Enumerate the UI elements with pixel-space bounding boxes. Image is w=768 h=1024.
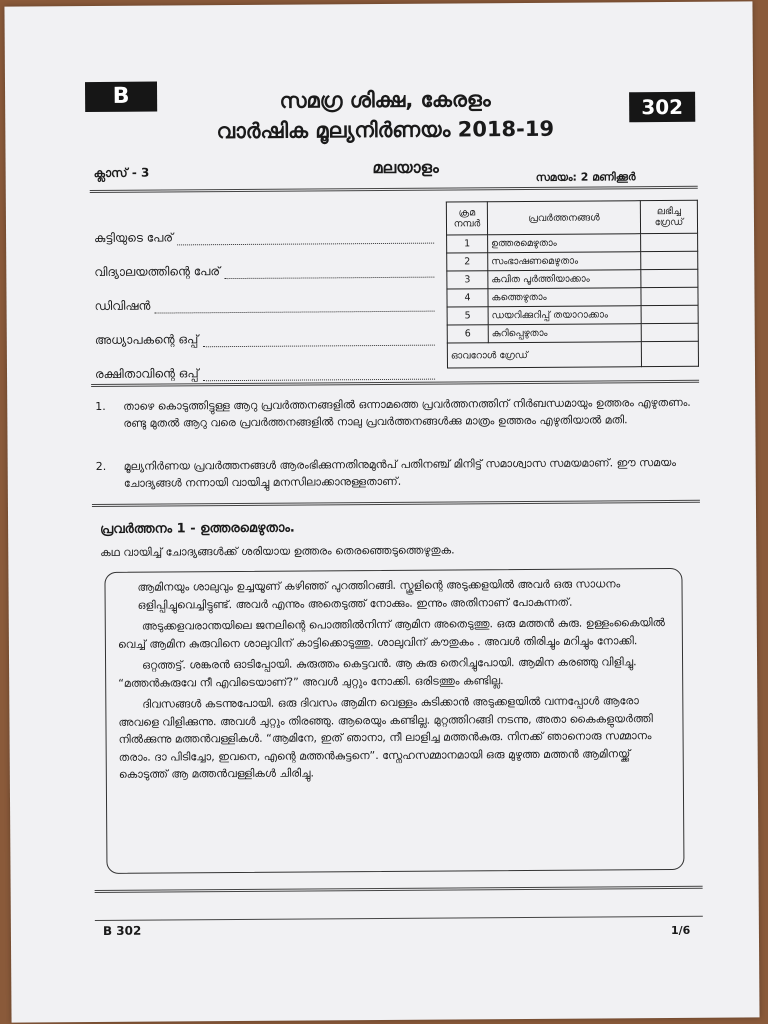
overall-grade-cell[interactable]	[641, 341, 698, 366]
grade-cell[interactable]	[641, 323, 698, 341]
field-school-name[interactable]: വിദ്യാലയത്തിന്റെ പേര്	[94, 244, 434, 280]
student-info-fields	[94, 210, 435, 382]
table-row: 6 കുറിപ്പെഴുതാം	[447, 323, 698, 343]
grade-cell[interactable]	[641, 287, 698, 305]
table-header-number: ക്രമ നമ്പർ	[446, 202, 487, 235]
grade-cell[interactable]	[641, 251, 698, 269]
grade-cell[interactable]	[641, 269, 698, 287]
story-paragraph: ദിവസങ്ങൾ കടന്നുപോയി. ഒരു ദിവസം ആമിന വെള്ളം കുടിക്കാൻ അടുക്കളയിൽ വന്നപ്പോൾ ആരോ അവളെ വിളിക്കുന്നു. അവൾ ചുറ്റും തിരഞ്ഞു. ആരെയും കണ്ടില്ല. മുറ്റത്തിറങ്ങി നടന്നു, അതാ കൈകളുയർത്തി നിൽക്കുന്നു മത്തൻവള്ളികൾ. “ആമിനേ, ഇത് ഞാനാ, നീ ലാളിച്ച മത്തൻകുരു. നിനക്ക് ഞാനൊരു സമ്മാനം തരാം. ദാ പിടിച്ചോ, ഇവനെ, എന്റെ മത്തൻകുട്ടനെ”. സ്നേഹസമ്മാനമായി ഒരു മുഴുത്ത മത്തൻ ആമിനയ്ക്ക് കൊടുത്ത് ആ മത്തൻവള്ളികൾ ചിരിച്ചു.	[118, 694, 653, 781]
task-grade-table	[446, 200, 699, 369]
table-row: 1 ഉത്തരമെഴുതാം	[447, 233, 698, 253]
footer-code: B 302	[102, 923, 142, 938]
field-division[interactable]: ഡിവിഷൻ	[94, 278, 434, 314]
footer-divider	[95, 916, 703, 921]
series-code-badge: B	[85, 82, 157, 113]
exam-title: വാർഷിക മൂല്യനിർണയം 2018-19	[216, 116, 555, 144]
table-row: 2 സംഭാഷണമെഴുതാം	[447, 251, 698, 271]
overall-grade-row: ഓവറോൾ ഗ്രേഡ്	[447, 341, 698, 368]
instruction-2: 2. മൂല്യനിർണയ പ്രവർത്തനങ്ങൾ ആരംഭിക്കുന്നതിനുമുൻപ് പതിനഞ്ച് മിനിട്ട് സമാശ്വാസ സമയമാണ്. ഈ സമയം ചോദ്യങ്ങൾ നന്നായി വായിച്ചു മനസിലാക്കാനുള്ളതാണ്.	[95, 455, 676, 490]
header-divider	[90, 186, 698, 193]
section-prompt: കഥ വായിച്ച് ചോദ്യങ്ങൾക്ക് ശരിയായ ഉത്തരം തെരഞ്ഞെടുത്തെഴുതുക.	[100, 543, 455, 559]
section-title: പ്രവർത്തനം 1 - ഉത്തരമെഴുതാം.	[100, 520, 295, 537]
grade-cell[interactable]	[641, 305, 698, 323]
page-number: 1/6	[670, 923, 691, 937]
field-parent-signature[interactable]: രക്ഷിതാവിന്റെ ഒപ്പ്	[95, 346, 435, 382]
story-divider	[95, 886, 703, 893]
story-paragraph: ഒറ്റത്തട്ട്. ശങ്കരൻ ഓടിപ്പോയി. കുരുത്തം കെട്ടവൻ. ആ കുരു തെറിച്ചുപോയി. ആമിന കരഞ്ഞു വിളിച്ചു. “മത്തൻകുരുവേ നീ എവിടെയാണ്?” അവൾ ചുറ്റും നോക്കി. ഒരിടത്തും കണ്ടില്ല.	[118, 655, 637, 690]
field-student-name[interactable]: കുട്ടിയുടെ പേര്	[94, 210, 434, 246]
subject-title: മലയാളം	[372, 157, 439, 178]
table-row: 4 കത്തെഴുതാം	[447, 287, 698, 307]
table-header-grade: ലഭിച്ച ഗ്രേഡ്	[640, 200, 697, 233]
exam-paper	[4, 1, 759, 1022]
grade-cell[interactable]	[641, 233, 698, 251]
instructions-divider	[92, 500, 700, 507]
field-teacher-signature[interactable]: അധ്യാപകന്റെ ഒപ്പ്	[95, 312, 435, 348]
table-header-task: പ്രവർത്തനങ്ങൾ	[487, 201, 640, 235]
instruction-1: 1. താഴെ കൊടുത്തിട്ടുള്ള ആറു പ്രവർത്തനങ്ങളിൽ ഒന്നാമത്തെ പ്രവർത്തനത്തിന് നിർബന്ധമായും ഉത്തരം എഴുതണം. രണ്ടു മുതൽ ആറു വരെ പ്രവർത്തനങ്ങളിൽ നാലു പ്രവർത്തനങ്ങൾക്കു മാത്രം ഉത്തരം എഴുതിയാൽ മതി.	[95, 395, 691, 430]
time-label: സമയം: 2 മണിക്കൂർ	[535, 170, 636, 184]
paper-number-badge: 302	[629, 92, 695, 122]
table-row: 5 ഡയറിക്കുറിപ്പ് തയാറാക്കാം	[447, 305, 698, 325]
story-paragraph: അടുക്കളവരാന്തയിലെ ജനലിന്റെ പൊത്തിൽനിന്ന് ആമിന അതെടുത്തു. ഒരു മത്തൻ കുരു. ഉള്ളംകൈയിൽ വെച്ച് ആമിന കുരുവിനെ ശാലുവിന് കാട്ടിക്കൊടുത്തു. ശാലുവിന് കൗതുകം . അവൾ തിരിച്ചും മറിച്ചും നോക്കി.	[117, 616, 665, 651]
class-label: ക്ലാസ് - 3	[93, 165, 150, 181]
org-title: സമഗ്ര ശിക്ഷ, കേരളം	[279, 87, 491, 113]
table-row: 3 കവിത പൂർത്തിയാക്കാം	[447, 269, 698, 289]
story-paragraph: ആമിനയും ശാലുവും ഉച്ചയൂണ് കഴിഞ്ഞ് പുറത്തിറങ്ങി. സ്കൂളിന്റെ അടുക്കളയിൽ അവർ ഒരു സാധനം ഒളിപ്പിച്ചുവെച്ചിട്ടുണ്ട്. അവർ എന്നും അതെടുത്ത് നോക്കും. ഇന്നും അതിനാണ് പോകുന്നത്.	[137, 577, 621, 612]
story-box	[104, 568, 684, 874]
